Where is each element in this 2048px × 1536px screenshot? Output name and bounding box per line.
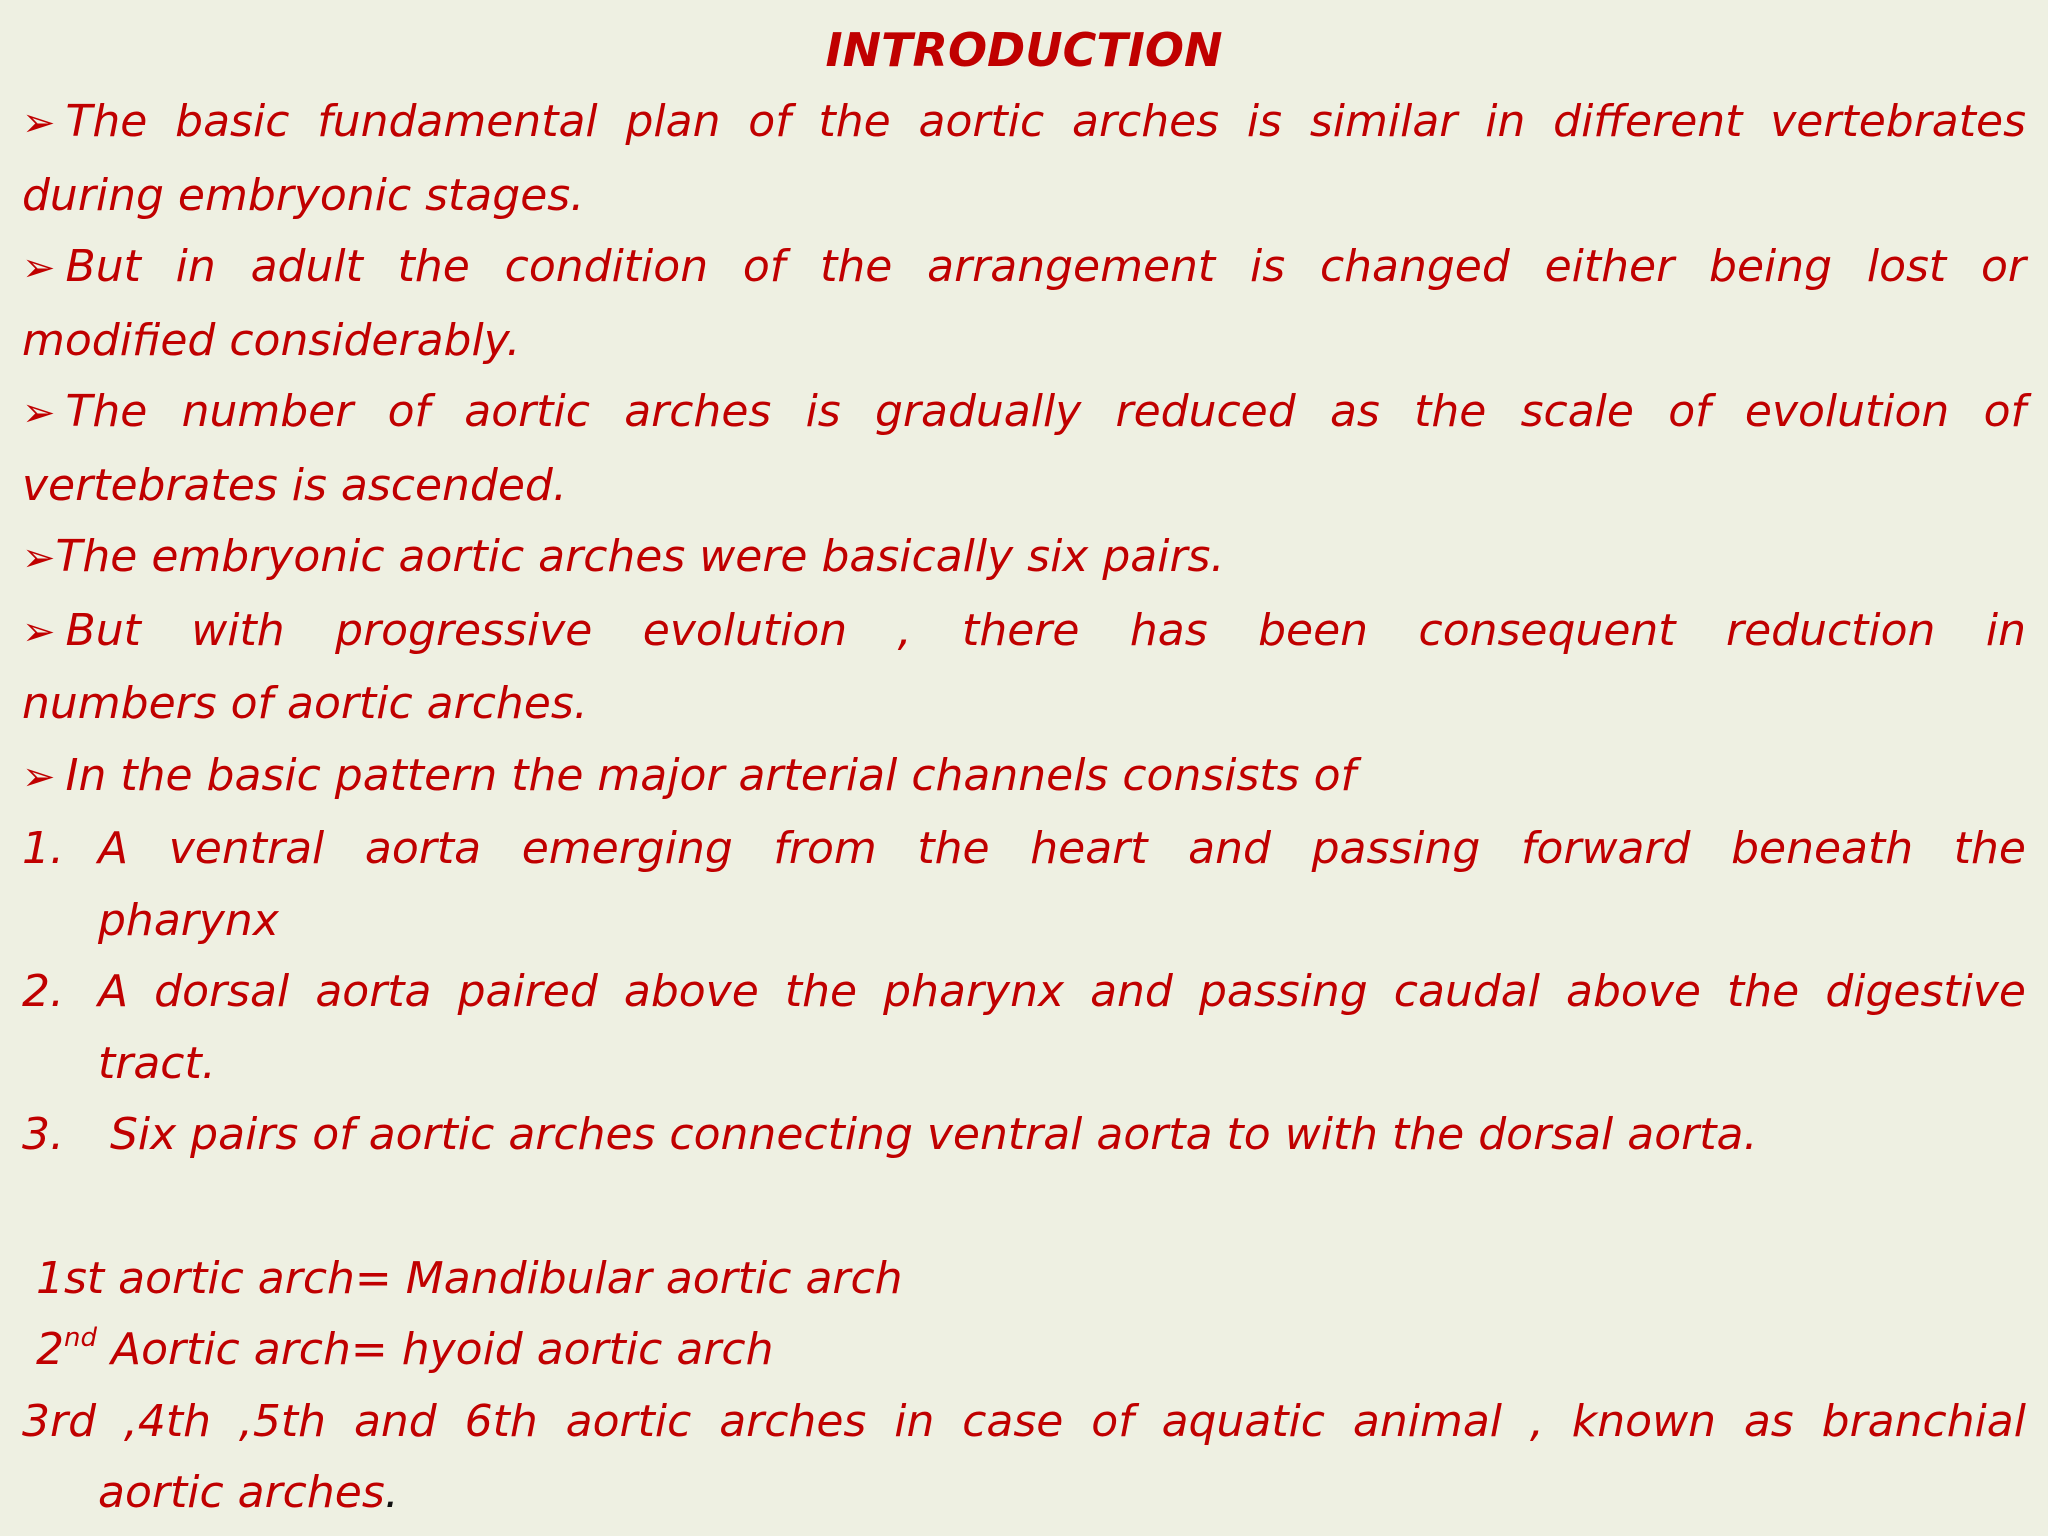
bullet-continuation: numbers of aortic arches. xyxy=(22,678,588,729)
numbered-text-line2: tract. xyxy=(98,1037,216,1089)
bullet-text-line1: The embryonic aortic arches were basically six pairs. xyxy=(55,531,1225,582)
arrow-bullet-icon: ➢ xyxy=(22,390,56,436)
arrow-bullet-icon: ➢ xyxy=(22,535,56,581)
bullet-item xyxy=(22,740,2026,814)
item-number: 3. xyxy=(22,1109,64,1160)
branchial-arches-period: . xyxy=(384,1467,399,1518)
second-arch-line xyxy=(22,1314,2026,1386)
slide-body xyxy=(22,86,2026,1529)
bullet-item xyxy=(22,376,2026,450)
first-arch-line: 1st aortic arch= Mandibular aortic arch xyxy=(36,1252,903,1304)
slide-title: INTRODUCTION xyxy=(825,23,1223,77)
arrow-bullet-icon: ➢ xyxy=(22,245,56,291)
blank-line xyxy=(22,1171,2026,1243)
bullet-continuation: vertebrates is ascended. xyxy=(22,459,567,511)
bullet-item xyxy=(22,595,2026,669)
second-arch-suffix: nd xyxy=(64,1323,97,1353)
bullet-text-line1: The number of aortic arches is gradually reduced as the scale of evolution of xyxy=(65,386,2026,437)
second-arch-number: 2 xyxy=(36,1324,64,1375)
bullet-text-line1: But with progressive evolution , there has been consequent reduction in xyxy=(65,604,2026,656)
numbered-text-line1: A ventral aorta emerging from the heart and passing forward beneath the xyxy=(98,823,2026,874)
arrow-bullet-icon: ➢ xyxy=(22,100,56,146)
branchial-arches-line2 xyxy=(22,1457,2026,1529)
numbered-text-line2: pharynx xyxy=(98,894,279,946)
item-number: 1. xyxy=(22,823,64,874)
second-arch-text: Aortic arch= hyoid aortic arch xyxy=(96,1324,774,1375)
bullet-text-line1: In the basic pattern the major arterial channels consists of xyxy=(65,749,1356,801)
branchial-arches-line1: 3rd ,4th ,5th and 6th aortic arches in case of aquatic animal , known as branchial xyxy=(22,1395,2026,1447)
item-number: 2. xyxy=(22,966,64,1017)
numbered-item xyxy=(22,813,2026,956)
numbered-item xyxy=(22,956,2026,1099)
numbered-item xyxy=(22,1099,2026,1171)
numbered-text-line1: Six pairs of aortic arches connecting ventral aorta to with the dorsal aorta. xyxy=(110,1109,1758,1160)
bullet-text-line1: But in adult the condition of the arrangement is changed either being lost or xyxy=(65,241,2026,292)
arrow-bullet-icon: ➢ xyxy=(22,608,56,655)
arrow-bullet-icon: ➢ xyxy=(22,753,56,800)
bullet-item xyxy=(22,231,2026,305)
branchial-arches-text: aortic arches xyxy=(98,1467,385,1518)
bullet-item xyxy=(22,86,2026,160)
numbered-text-line1: A dorsal aorta paired above the pharynx and passing caudal above the digestive xyxy=(98,966,2026,1017)
bullet-item xyxy=(22,521,2026,595)
bullet-text-line1: The basic fundamental plan of the aortic arches is similar in different vertebrates xyxy=(65,96,2026,147)
bullet-continuation: during embryonic stages. xyxy=(22,169,585,221)
bullet-continuation: modified considerably. xyxy=(22,314,521,366)
